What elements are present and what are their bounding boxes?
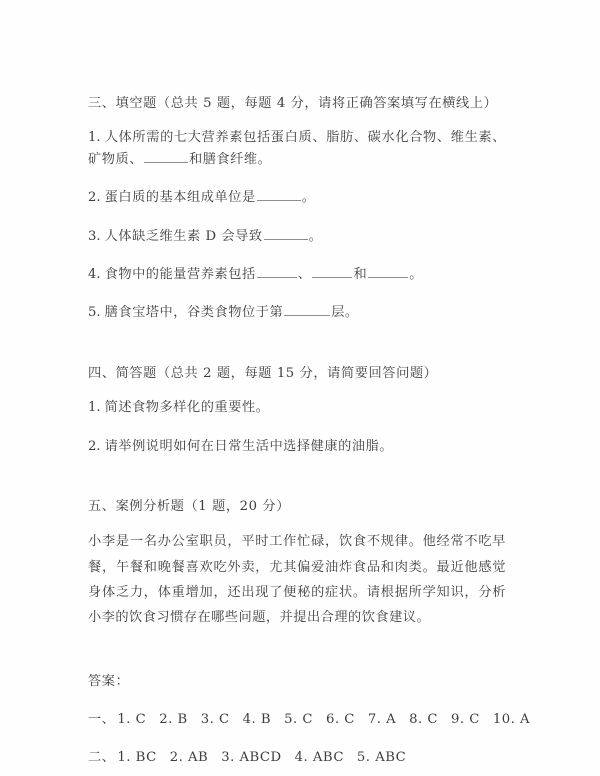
fill-in-question-4-text-c: 和 bbox=[353, 266, 368, 282]
fill-in-question-3-blank[interactable] bbox=[264, 226, 308, 239]
fill-in-question-2-text-a: 蛋白质的基本组成单位是 bbox=[104, 190, 256, 206]
fill-in-question-2-number: 2. bbox=[88, 190, 101, 206]
case-study-heading-spacer bbox=[88, 517, 506, 529]
answer-item: 2. B bbox=[159, 711, 188, 727]
answer-key-label: 答案： bbox=[88, 673, 130, 689]
answer-item: 5. ABC bbox=[356, 749, 407, 765]
fill-in-question-2-text-b: 。 bbox=[301, 190, 316, 206]
short-answer-question-2-text: 请举例说明如何在日常生活中选择健康的油脂。 bbox=[104, 438, 394, 454]
fill-in-question-4-blank-1[interactable] bbox=[257, 265, 297, 278]
fill-in-question-1 bbox=[88, 127, 506, 170]
fill-in-question-4-number: 4. bbox=[88, 266, 101, 282]
answer-key-spacer-2 bbox=[88, 730, 506, 747]
answer-item: 1. BC bbox=[117, 749, 157, 765]
fill-in-question-4-text-a: 食物中的能量营养素包括 bbox=[104, 266, 256, 282]
answer-key-spacer-1 bbox=[88, 692, 506, 709]
short-answer-question-2-number: 2. bbox=[88, 438, 101, 454]
section-fill-in-the-blank bbox=[88, 94, 506, 324]
section-case-study-heading: 五、案例分析题（1 题，20 分） bbox=[88, 498, 291, 514]
section-case-study bbox=[88, 497, 506, 631]
fill-in-question-3-number: 3. bbox=[88, 228, 101, 244]
section-short-answer-heading: 四、简答题（总共 2 题，每题 15 分，请简要回答问题） bbox=[88, 365, 438, 381]
answer-item: 4. ABC bbox=[294, 749, 344, 765]
fill-in-question-5-number: 5. bbox=[88, 305, 101, 321]
section-short-answer bbox=[88, 364, 506, 457]
fill-in-question-5-blank[interactable] bbox=[284, 303, 330, 316]
answer-row-section-two bbox=[88, 747, 506, 768]
fill-in-question-1-text-b: 和膳食纤维。 bbox=[188, 151, 272, 167]
fill-in-question-3 bbox=[88, 226, 506, 247]
answer-key bbox=[88, 671, 531, 768]
fill-in-question-4-text-b: 、 bbox=[297, 266, 312, 282]
fill-in-question-1-text-a: 人体所需的七大营养素包括蛋白质、脂肪、碳水化合物、维生素、矿物质、 bbox=[88, 130, 506, 167]
answer-item: 3. ABCD bbox=[221, 749, 282, 765]
fill-in-question-5-text-b: 层。 bbox=[331, 305, 359, 321]
fill-in-question-2-blank[interactable] bbox=[257, 188, 301, 201]
fill-in-question-4-blank-2[interactable] bbox=[312, 265, 352, 278]
answer-item: 4. B bbox=[242, 711, 272, 727]
short-answer-question-1-number: 1. bbox=[88, 400, 101, 416]
answer-item: 7. A bbox=[367, 711, 397, 727]
fill-in-question-4-text-d: 。 bbox=[409, 266, 423, 282]
fill-in-question-4 bbox=[88, 264, 506, 285]
fill-in-question-1-blank[interactable] bbox=[144, 150, 188, 163]
section-spacer-1 bbox=[88, 324, 506, 364]
answer-item: 8. C bbox=[409, 711, 438, 727]
answer-item: 5. C bbox=[284, 711, 313, 727]
case-study-paragraph: 小李是一名办公室职员，平时工作忙碌，饮食不规律。他经常不吃早餐，午餐和晚餐喜欢吃外卖，尤其偏爱油炸食品和肉类。最近他感觉身体乏力，体重增加，还出现了便秘的症状。请根据所学知识，分析小李的饮食习惯存在哪些问题，并提出合理的饮食建议。 bbox=[88, 534, 506, 626]
answer-item: 6. C bbox=[325, 711, 355, 727]
document-content bbox=[88, 94, 531, 768]
fill-in-question-3-text-b: 。 bbox=[308, 228, 323, 244]
answer-row-section-one bbox=[88, 709, 531, 730]
short-answer-question-1-text: 简述食物多样化的重要性。 bbox=[104, 400, 270, 416]
answer-row-section-one-prefix: 一、 bbox=[88, 711, 116, 727]
section-fill-in-heading: 三、填空题（总共 5 题，每题 4 分，请将正确答案填写在横线上） bbox=[88, 96, 498, 111]
short-answer-question-1 bbox=[88, 397, 506, 418]
answer-item: 1. C bbox=[117, 711, 147, 727]
fill-in-question-5-text-a: 膳食宝塔中，谷类食物位于第 bbox=[104, 305, 284, 321]
fill-in-question-4-blank-3[interactable] bbox=[368, 265, 408, 278]
fill-in-question-2 bbox=[88, 187, 506, 208]
section-spacer-2 bbox=[88, 457, 506, 497]
answer-item: 3. C bbox=[200, 711, 230, 727]
fill-in-question-5 bbox=[88, 302, 506, 323]
section-spacer-3 bbox=[88, 631, 506, 671]
answer-item: 10. A bbox=[492, 711, 531, 727]
fill-in-question-3-text-a: 人体缺乏维生素 D 会导致 bbox=[104, 228, 263, 244]
fill-in-question-1-number: 1. bbox=[88, 130, 101, 146]
short-answer-question-2 bbox=[88, 436, 506, 457]
answer-item: 2. AB bbox=[169, 749, 209, 765]
answer-row-section-two-prefix: 二、 bbox=[88, 749, 116, 765]
answer-item: 9. C bbox=[451, 711, 480, 727]
